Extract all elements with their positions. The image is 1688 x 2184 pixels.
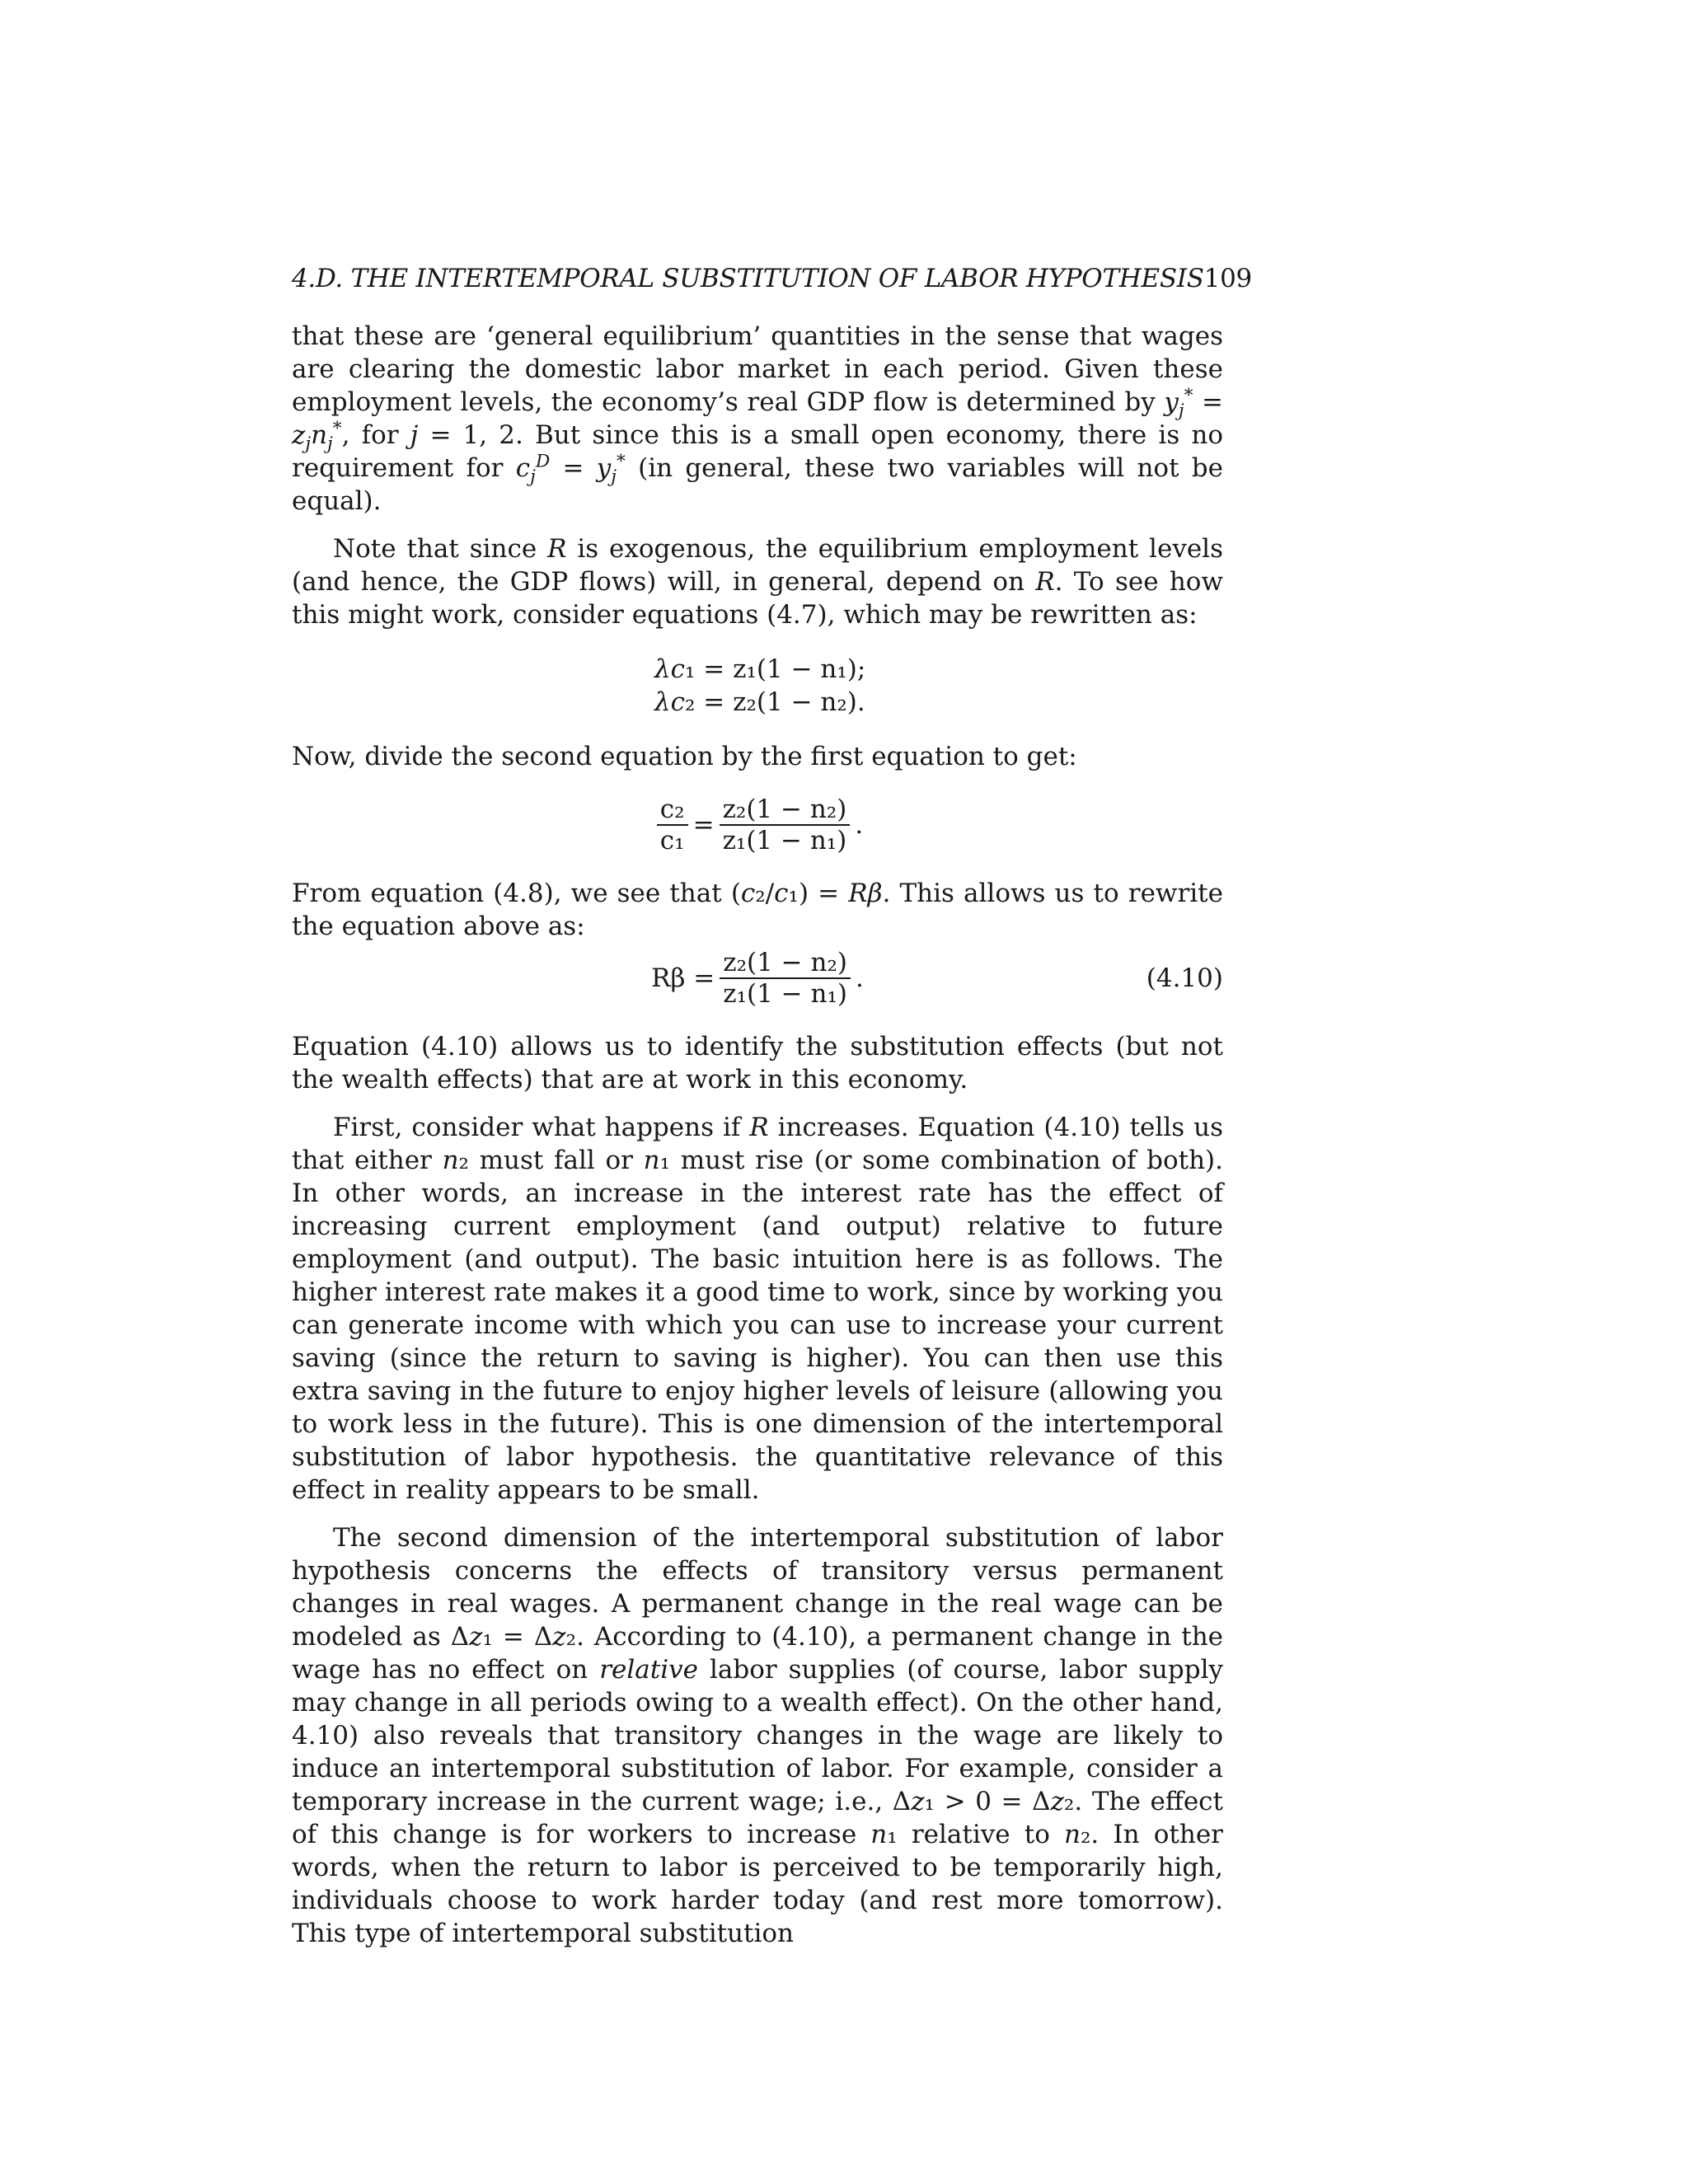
paragraph-7: The second dimension of the intertemporal substitution of labor hypothesis concerns the effects of transitory versus permanent changes in real wages. A permanent change in the real wage can be modeled as Δz₁ = Δz₂. According to (4.10), a permanent change in the wage has no effect on relative labor supplies (of course, labor supply may change in all periods owing to a wealth effect). On the other hand, 4.10) also reveals that transitory changes in the wage are likely to induce an intertemporal substitution of labor. For example, consider a temporary increase in the current wage; i.e., Δz₁ > 0 = Δz₂. The effect of this change is for workers to increase n₁ relative to n₂. In other words, when the return to labor is perceived to be temporarily high, individuals choose to work harder today (and rest more tomorrow). This type of intertemporal substitution (292, 1523, 1224, 1948)
header-title: 4.D. THE INTERTEMPORAL SUBSTITUTION OF LABOR HYPOTHESIS (292, 264, 1204, 293)
running-header (292, 262, 1252, 295)
equation-line-2: λc₂ = z₂(1 − n₂). (654, 687, 865, 717)
page-number: 109 (1203, 264, 1252, 293)
fraction-rhs: $\frac{\text{z₂(1 − n₂)}}{\text{z₁(1 − n₁)}}$ (720, 794, 851, 855)
equation-number: (4.10) (1146, 963, 1223, 993)
page (292, 262, 1252, 1950)
paragraph-5: Equation (4.10) allows us to identify the substitution effects (but not the wealth effects) that are at work in this economy. (292, 1032, 1223, 1094)
equation-line-1: λc₁ = z₁(1 − n₁); (654, 654, 866, 684)
equation-4-7-rewritten (292, 653, 1223, 719)
paragraph-3: Now, divide the second equation by the first equation to get: (292, 742, 1077, 771)
equation-ratio: $\frac{\text{c₂}}{\text{c₁}}$ = $\frac{\text{z₂(1 − n₂)}}{\text{z₁(1 − n₁)}}$ . (292, 794, 1223, 855)
paragraph-4: From equation (4.8), we see that (c₂/c₁) = Rβ. This allows us to rewrite the equation above as: (292, 879, 1223, 941)
fraction-rhs: $\frac{\text{z₂(1 − n₂)}}{\text{z₁(1 − n₁)}}$ (720, 948, 851, 1009)
fraction-lhs: $\frac{\text{c₂}}{\text{c₁}}$ (657, 794, 688, 855)
equation-4-10: Rβ = $\frac{\text{z₂(1 − n₂)}}{\text{z₁(1 − n₁)}}$ . (4.10) (651, 948, 1223, 1009)
paragraph-6: First, consider what happens if R increases. Equation (4.10) tells us that either n₂ must fall or n₁ must rise (or some combination of both). In other words, an increase in the interest rate has the effect of increasing current employment (and output) relative to future employment (and output). The basic intuition here is as follows. The higher interest rate makes it a good time to work, since by working you can generate income with which you can use to increase your current saving (since the return to saving is higher). You can then use this extra saving in the future to enjoy higher levels of leisure (allowing you to work less in the future). This is one dimension of the intertemporal substitution of labor hypothesis. the quantitative relevance of this effect in reality appears to be small. (292, 1113, 1224, 1505)
paragraph-1: that these are ‘general equilibrium’ quantities in the sense that wages are clearing the domestic labor market in each period. Given these employment levels, the economy’s real GDP flow is determined by $y_j^* = z_jn_j^*$, for j = 1, 2. But since this is a small open economy, there is no requirement for $c_j^D = y_j^*$ (in general, these two variables will not be equal). (292, 321, 1223, 516)
paragraph-2: Note that since R is exogenous, the equilibrium employment levels (and hence, the GDP flows) will, in general, depend on R. To see how this might work, consider equations (4.7), which may be rewritten as: (292, 534, 1223, 630)
